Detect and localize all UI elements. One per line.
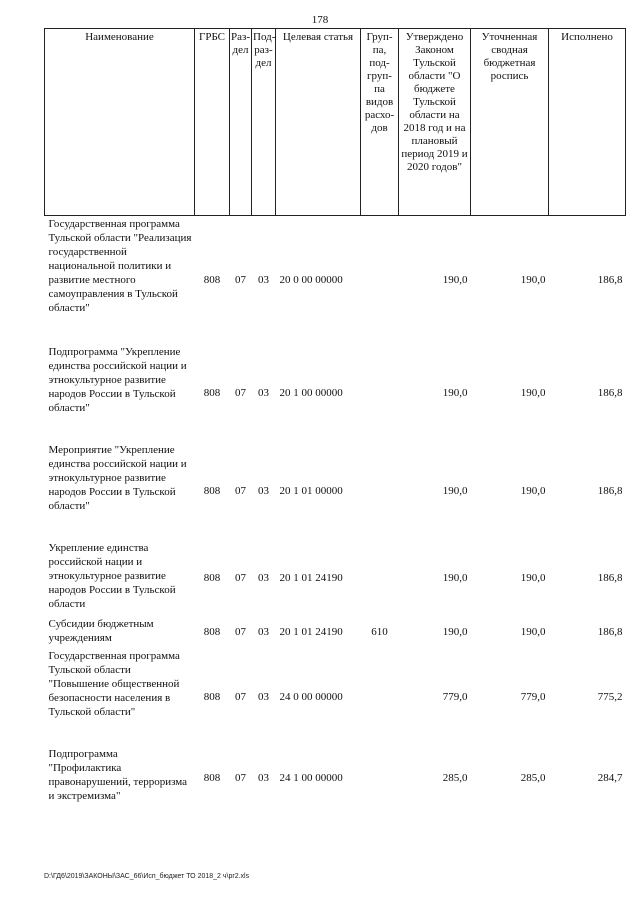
row-razdel: 07 — [235, 625, 246, 638]
row-grbs: 808 — [203, 625, 221, 638]
row-approved: 779,0 — [442, 690, 468, 703]
row-refined: 779,0 — [520, 690, 546, 703]
header-group: Груп-па, под-груп-па видов расхо-дов — [361, 29, 399, 216]
row-executed: 186,8 — [597, 571, 623, 584]
row-name: Укрепление единства российской нации и этнокультурное развитие народов России в Тульской области — [48, 541, 176, 610]
header-refined: Уточненная сводная бюджетная роспись — [471, 29, 549, 216]
row-podrazdel: 03 — [258, 386, 269, 399]
row-podrazdel: 03 — [258, 771, 269, 784]
row-grbs: 808 — [203, 484, 221, 497]
row-refined: 190,0 — [520, 484, 546, 497]
header-row — [45, 29, 626, 216]
table-row — [45, 540, 626, 616]
row-executed: 186,8 — [597, 484, 623, 497]
row-refined: 190,0 — [520, 571, 546, 584]
row-razdel: 07 — [235, 571, 246, 584]
row-refined: 285,0 — [520, 771, 546, 784]
row-target: 20 0 00 00000 — [279, 273, 343, 286]
row-grbs: 808 — [203, 273, 221, 286]
row-podrazdel: 03 — [258, 484, 269, 497]
header-executed: Исполнено — [549, 29, 626, 216]
row-approved: 190,0 — [442, 571, 468, 584]
row-grbs: 808 — [203, 386, 221, 399]
row-razdel: 07 — [235, 771, 246, 784]
row-name: Подпрограмма "Укрепление единства российской нации и этнокультурное развитие народов России в Тульской области" — [48, 345, 187, 414]
header-podrazdel: Под-раз-дел — [252, 29, 276, 216]
row-target: 24 0 00 00000 — [279, 690, 343, 703]
row-executed: 775,2 — [597, 690, 623, 703]
row-group: 610 — [371, 625, 388, 638]
row-name: Подпрограмма "Профилактика правонарушений, терроризма и экстремизма" — [48, 747, 188, 802]
row-approved: 285,0 — [442, 771, 468, 784]
row-name: Государственная программа Тульской области "Реализация государственной национальной политики и развитие местного самоуправления в Тульской области" — [48, 218, 192, 314]
row-razdel: 07 — [235, 484, 246, 497]
row-group — [361, 216, 399, 344]
row-target: 20 1 01 00000 — [279, 484, 343, 497]
row-group — [361, 648, 399, 746]
page-number: 178 — [311, 14, 329, 26]
table-row — [45, 616, 626, 648]
row-refined: 190,0 — [520, 386, 546, 399]
row-grbs: 808 — [203, 690, 221, 703]
row-group — [361, 344, 399, 442]
row-refined: 190,0 — [520, 625, 546, 638]
row-refined: 190,0 — [520, 273, 546, 286]
row-approved: 190,0 — [442, 273, 468, 286]
row-group — [361, 746, 399, 810]
row-razdel: 07 — [235, 386, 246, 399]
row-target: 20 1 00 00000 — [279, 386, 343, 399]
row-podrazdel: 03 — [258, 625, 269, 638]
header-name: Наименование — [45, 29, 195, 216]
row-group — [361, 442, 399, 540]
row-podrazdel: 03 — [258, 690, 269, 703]
row-name: Государственная программа Тульской области "Повышение общественной безопасности населения в Тульской области" — [48, 649, 180, 718]
row-name: Субсидии бюджетным учреждениям — [48, 617, 154, 644]
row-group — [361, 540, 399, 616]
row-executed: 186,8 — [597, 273, 623, 286]
row-name: Мероприятие "Укрепление единства российской нации и этнокультурное развитие народов России в Тульской области" — [48, 443, 187, 512]
header-grbs: ГРБС — [195, 29, 230, 216]
row-executed: 186,8 — [597, 625, 623, 638]
budget-table — [44, 28, 626, 810]
table-row — [45, 746, 626, 810]
row-approved: 190,0 — [442, 625, 468, 638]
header-approved: Утверждено Законом Тульской области "О бюджете Тульской области на 2018 год и на плановый период 2019 и 2020 годов" — [399, 29, 471, 216]
file-path-footer: D:\ГД6\2019\ЗАКОНЫ\ЗАС_66\Исп_бюджет ТО 2018_2 ч\pr2.xls — [44, 873, 250, 880]
row-approved: 190,0 — [442, 484, 468, 497]
row-executed: 186,8 — [597, 386, 623, 399]
row-razdel: 07 — [235, 273, 246, 286]
row-target: 20 1 01 24190 — [279, 571, 343, 584]
row-razdel: 07 — [235, 690, 246, 703]
row-approved: 190,0 — [442, 386, 468, 399]
table-row — [45, 442, 626, 540]
row-executed: 284,7 — [597, 771, 623, 784]
row-podrazdel: 03 — [258, 273, 269, 286]
table-row — [45, 344, 626, 442]
row-grbs: 808 — [203, 571, 221, 584]
row-target: 24 1 00 00000 — [279, 771, 343, 784]
header-target: Целевая статья — [276, 29, 361, 216]
table-row — [45, 648, 626, 746]
table-row — [45, 216, 626, 344]
header-razdel: Раз-дел — [230, 29, 252, 216]
row-podrazdel: 03 — [258, 571, 269, 584]
row-grbs: 808 — [203, 771, 221, 784]
row-target: 20 1 01 24190 — [279, 625, 343, 638]
